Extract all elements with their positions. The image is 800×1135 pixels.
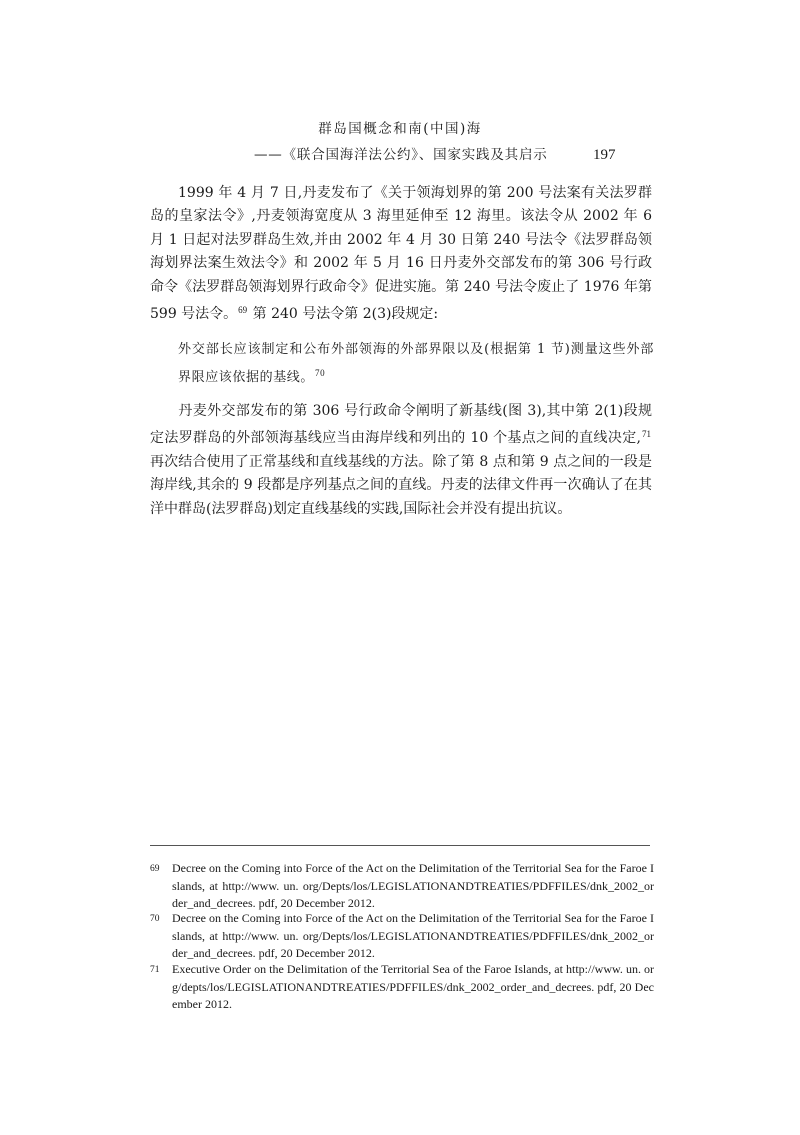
paragraph-2-text: 丹麦外交部发布的第 306 号行政命令阐明了新基线(图 3),其中第 2(1)段规定法罗群岛的外部领海基线应当由海岸线和列出的 10 个基点之间的直线决定, <box>150 403 652 447</box>
block-quote-text: 外交部长应该制定和公布外部领海的外部界限以及(根据第 1 节)测量这些外部界限应该依据的基线。 <box>178 342 654 385</box>
paragraph-1-text: 1999 年 4 月 7 日,丹麦发布了《关于领海划界的第 200 号法案有关法罗群岛的皇家法令》,丹麦领海宽度从 3 海里延伸至 12 海里。该法令从 2002 年 6 月 1 日起对法罗群岛生效,并由 2002 年 4 月 30 日第 240 号法令《法罗群岛领海划界法案生效法令》和 2002 年 5 月 16 日丹麦外交部发布的第 306 号行政命令《法罗群岛领海划界行政命令》促进实施。第 240 号法令废止了 1976 年第599 号法令。 <box>150 185 652 323</box>
footnote-number: 71 <box>150 965 160 975</box>
footnote-divider <box>150 845 650 846</box>
footnote-ref-71: 71 <box>642 429 651 440</box>
footnote-text: Decree on the Coming into Force of the Act on the Delimitation of the Territorial Sea for the Faroe Islands, at http://www. un. org/Depts/los/LEGISLATIONANDTREATIES/PDFFILES/dnk_2002_order_and_decrees. pdf, 20 December 2012. <box>172 911 654 960</box>
footnote-number: 70 <box>150 914 160 924</box>
page-number: 197 <box>593 147 616 163</box>
footnote-text: Decree on the Coming into Force of the Act on the Delimitation of the Territorial Sea for the Faroe Islands, at http://www. un. org/Depts/los/LEGISLATIONANDTREATIES/PDFFILES/dnk_2002_order_and_decrees. pdf, 20 December 2012. <box>172 861 654 910</box>
paragraph-2 <box>150 400 652 521</box>
paragraph-1-text-end: 第 240 号法令第 2(3)段规定: <box>248 306 439 323</box>
footnote-number: 69 <box>150 864 160 874</box>
header-title: 群岛国概念和南(中国)海 <box>318 121 482 137</box>
paragraph-1 <box>150 182 652 326</box>
block-quote <box>178 339 654 389</box>
header-subtitle: ——《联合国海洋法公约》、国家实践及其启示 <box>254 147 548 163</box>
footnote-ref-69: 69 <box>238 305 248 316</box>
paragraph-2-text-end: 再次结合使用了正常基线和直线基线的方法。除了第 8 点和第 9 点之间的一段是海岸线,其余的 9 段都是序列基点之间的直线。丹麦的法律文件再一次确认了在其洋中群岛(法罗群岛)划定直线基线的实践,国际社会并没有提出抗议。 <box>150 453 652 517</box>
footnote-ref-70: 70 <box>315 367 326 378</box>
footnote-text: Executive Order on the Delimitation of the Territorial Sea of the Faroe Islands, at http://www. un. org/depts/los/LEGISLATIONANDTREATIES/PDFFILES/dnk_2002_order_and_decrees. pdf, 20 December 2012. <box>172 962 654 1011</box>
